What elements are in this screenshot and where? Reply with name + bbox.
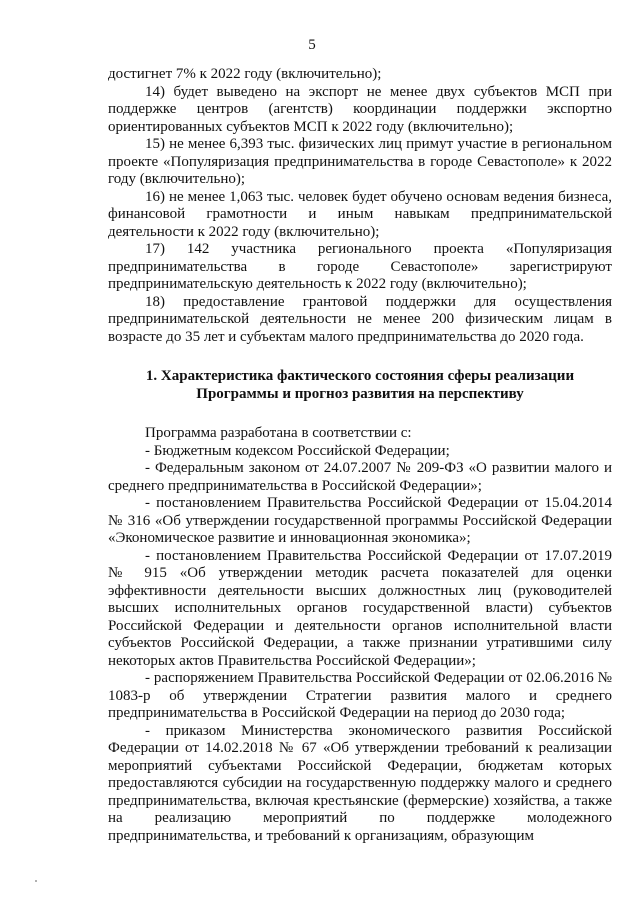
list-item-15: 15) не менее 6,393 тыс. физических лиц примут участие в региональном проекте «Популяризация предпринимательства в городе Севастополе» к 2022 году (включительно); xyxy=(108,136,612,187)
list-item-18: 18) предоставление грантовой поддержки для осуществления предпринимательской деятельности не менее 200 физическим лицам в возрасте до 35 лет и субъектам малого предпринимательства до 2020 года. xyxy=(108,293,612,345)
list-item-14: 14) будет выведено на экспорт не менее двух субъектов МСП при поддержке центров (агентств) координации поддержки экспортно ориентированных субъектов МСП к 2022 году (включительно); xyxy=(108,83,612,135)
paragraph-continuation: достигнет 7% к 2022 году (включительно); xyxy=(108,66,382,82)
list-item-16: 16) не менее 1,063 тыс. человек будет обучено основам ведения бизнеса, финансовой грамотности и иным навыкам предпринимательской деятельности к 2022 году (включительно); xyxy=(108,188,612,240)
basis-budget-code: - Бюджетным кодексом Российской Федерации; xyxy=(145,442,450,459)
basis-federal-law-209: - Федеральным законом от 24.07.2007 № 209-ФЗ «О развитии малого и среднего предпринимательства в Российской Федерации»; xyxy=(108,460,612,494)
page-number: 5 xyxy=(308,37,316,53)
scan-artifact xyxy=(35,880,37,882)
basis-resolution-915: - постановлением Правительства Российской Федерации от 17.07.2019 № 915 «Об утверждении методик расчета показателей для оценки эффективности деятельности высших должностных лиц (руководителей высших исполнительных органов государственной власти) субъектов Российской Федерации и деятельности органов исполнительной власти субъектов Российской Федерации, а также признании утратившими силу некоторых актов Правительства Российской Федерации»; xyxy=(108,547,612,669)
section-intro: Программа разработана в соответствии с: xyxy=(145,425,412,441)
basis-resolution-316: - постановлением Правительства Российской Федерации от 15.04.2014 № 316 «Об утверждении государственной программы Российской Федерации «Экономическое развитие и инновационная экономика»; xyxy=(108,495,612,546)
page-body xyxy=(108,66,612,845)
section-heading: 1. Характеристика фактического состояния сферы реализации Программы и прогноз развития на перспективу xyxy=(145,368,575,402)
basis-ministry-order-67: - приказом Министерства экономического развития Российской Федерации от 14.02.2018 № 67 «Об утверждении требований к реализации мероприятий субъектами Российской Федерации, бюджетам которых предоставляются субсидии на государственную поддержку малого и среднего предпринимательства, включая крестьянские (фермерские) хозяйства, а также на реализацию мероприятий по поддержке молодежного предпринимательства, и требований к организациям, образующим xyxy=(108,722,612,844)
list-item-17: 17) 142 участника регионального проекта «Популяризация предпринимательства в городе Севастополе» зарегистрируют предпринимательскую деятельность к 2022 году (включительно); xyxy=(108,241,612,292)
basis-order-1083: - распоряжением Правительства Российской Федерации от 02.06.2016 № 1083-р об утверждении Стратегии развития малого и среднего предпринимательства в Российской Федерации на период до 2030 года; xyxy=(108,670,612,721)
